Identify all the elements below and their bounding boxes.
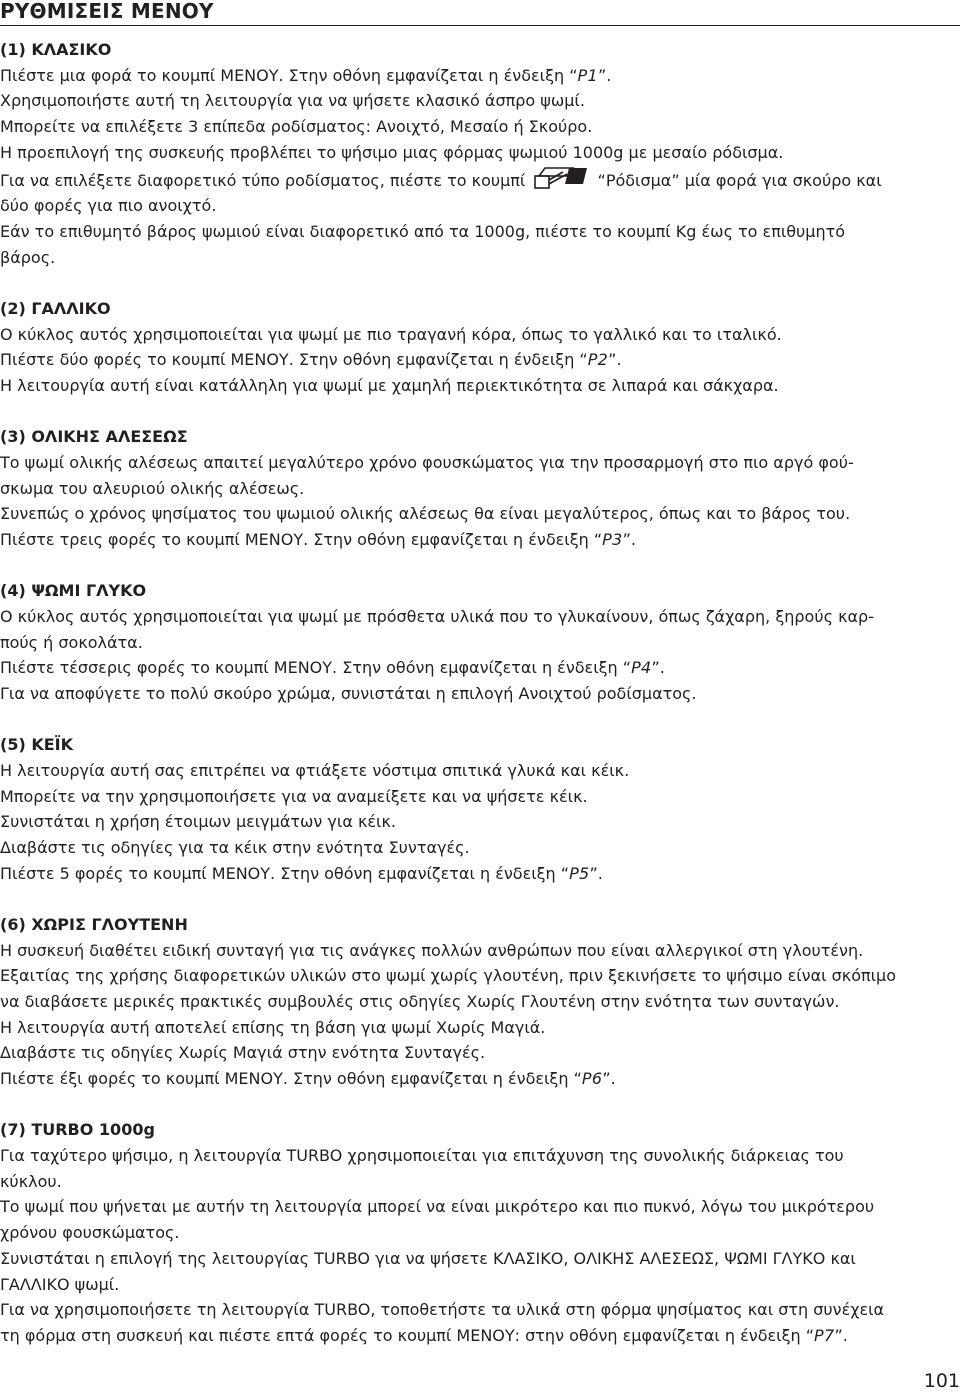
text: Για να επιλέξετε διαφορετικό τύπο ροδίσματος, πιέστε το κουμπί xyxy=(0,170,526,190)
paragraph-line: Διαβάστε τις οδηγίες Χωρίς Μαγιά στην ενότητα Συνταγές. xyxy=(0,1043,486,1063)
text: Πιέστε τρεις φορές το κουμπί ΜΕΝΟΥ. Στην οθόνη εμφανίζεται η ένδειξη “ xyxy=(0,529,603,549)
text: ”. xyxy=(589,863,603,883)
paragraph-line xyxy=(0,63,958,89)
paragraph-line: Η συσκευή διαθέτει ειδική συνταγή για τις ανάγκες πολλών ανθρώπων που είναι αλλεργικοί στη γλουτένη. xyxy=(0,940,864,960)
section-gluten-free xyxy=(0,912,958,1092)
paragraph-line: Για ταχύτερο ψήσιμο, η λειτουργία TURBO χρησιμοποιείται για επιτάχυνση της συνολικής διάρκειας του xyxy=(0,1146,844,1166)
paragraph-line: Ο κύκλος αυτός χρησιμοποιείται για ψωμί με πιο τραγανή κόρα, όπως το γαλλικό και το ιταλικό. xyxy=(0,324,782,344)
paragraph-line: Το ψωμί που ψήνεται με αυτήν τη λειτουργία μπορεί να είναι μικρότερο και πιο πυκνό, λόγω του μικρότερου xyxy=(0,1197,875,1217)
page-content xyxy=(0,37,958,1349)
paragraph-line: Ο κύκλος αυτός χρησιμοποιείται για ψωμί με πρόσθετα υλικά που το γλυκαίνουν, όπως ζάχαρη, ξηρούς καρ- xyxy=(0,606,874,626)
paragraph-line: δύο φορές για πιο ανοιχτό. xyxy=(0,196,217,216)
paragraph-line: Για να αποφύγετε το πολύ σκούρο χρώμα, συνιστάται η επιλογή Ανοιχτού ροδίσματος. xyxy=(0,683,697,703)
paragraph-line: Η προεπιλογή της συσκευής προβλέπει το ψήσιμο μιας φόρμας ψωμιού 1000g με μεσαίο ρόδισμα. xyxy=(0,142,784,162)
page-title: ΡΥΘΜΙΣΕΙΣ ΜΕΝΟΥ xyxy=(0,0,214,23)
section-turbo xyxy=(0,1117,958,1348)
title-divider xyxy=(0,25,960,26)
paragraph-line: Διαβάστε τις οδηγίες για τα κέικ στην ενότητα Συνταγές. xyxy=(0,837,470,857)
paragraph-line: Η λειτουργία αυτή σας επιτρέπει να φτιάξετε νόστιμα σπιτικά γλυκά και κέικ. xyxy=(0,760,630,780)
paragraph-line: να διαβάσετε μερικές πρακτικές συμβουλές στις οδηγίες Χωρίς Γλουτένη στην ενότητα των συνταγών. xyxy=(0,992,840,1011)
paragraph-line xyxy=(0,527,958,553)
text: Πιέστε έξι φορές το κουμπί ΜΕΝΟΥ. Στην οθόνη εμφανίζεται η ένδειξη “ xyxy=(0,1069,582,1089)
paragraph-line: βάρος. xyxy=(0,247,56,267)
text: ”. xyxy=(622,529,636,549)
display-code: P5 xyxy=(569,863,590,883)
paragraph-line xyxy=(0,347,958,373)
paragraph-line: σκωμα του αλευριού ολικής αλέσεως. xyxy=(0,478,305,498)
section-heading: (7) TURBO 1000g xyxy=(0,1120,155,1140)
paragraph-line: Για να χρησιμοποιήσετε τη λειτουργία TURBO, τοποθετήστε τα υλικά στη φόρμα ψησίματος και στη συνέχεια xyxy=(0,1300,885,1320)
text: ”. xyxy=(608,350,622,370)
paragraph-line: Εξαιτίας της χρήσης διαφορετικών υλικών στο ψωμί χωρίς γλουτένη, πριν ξεκινήσετε το ψήσιμο είναι σκόπιμο xyxy=(0,966,896,986)
section-heading: (2) ΓΑΛΛΙΚΟ xyxy=(0,298,111,318)
section-classic xyxy=(0,37,958,270)
section-heading: (6) ΧΩΡΙΣ ΓΛΟΥΤΕΝΗ xyxy=(0,914,188,934)
paragraph-line xyxy=(0,861,958,887)
section-heading: (5) ΚΕΪΚ xyxy=(0,735,74,755)
text: ”. xyxy=(602,1069,616,1089)
paragraph-line: Συνεπώς ο χρόνος ψησίματος του ψωμιού ολικής αλέσεως θα είναι μεγαλύτερος, όπως και το βάρος του. xyxy=(0,504,851,524)
text: ”. xyxy=(834,1325,848,1345)
paragraph-line xyxy=(0,166,958,194)
display-code: P1 xyxy=(577,65,598,85)
text: Πιέστε μια φορά το κουμπί ΜΕΝΟΥ. Στην οθόνη εμφανίζεται η ένδειξη “ xyxy=(0,65,578,85)
text: ”. xyxy=(651,658,665,678)
paragraph-line xyxy=(0,1323,958,1349)
section-sweet-bread xyxy=(0,578,958,707)
section-heading: (1) ΚΛΑΣΙΚΟ xyxy=(0,40,112,59)
text: ”. xyxy=(597,65,612,85)
section-cake xyxy=(0,732,958,886)
display-code: P4 xyxy=(631,658,652,678)
text: τη φόρμα στη συσκευή και πιέστε επτά φορές το κουμπί ΜΕΝΟΥ: στην οθόνη εμφανίζεται η ένδειξη “ xyxy=(0,1325,815,1345)
paragraph-line: Μπορείτε να επιλέξετε 3 επίπεδα ροδίσματος: Ανοιχτό, Μεσαίο ή Σκούρο. xyxy=(0,117,593,137)
browning-button-icon xyxy=(533,166,589,192)
display-code: P6 xyxy=(581,1069,603,1089)
paragraph-line: Χρησιμοποιήστε αυτή τη λειτουργία για να ψήσετε κλασικό άσπρο ψωμί. xyxy=(0,91,585,111)
text: Πιέστε δύο φορές το κουμπί ΜΕΝΟΥ. Στην οθόνη εμφανίζεται η ένδειξη “ xyxy=(0,350,588,370)
paragraph-line: πούς ή σοκολάτα. xyxy=(0,632,143,652)
paragraph-line: Η λειτουργία αυτή είναι κατάλληλη για ψωμί με χαμηλή περιεκτικότητα σε λιπαρά και σάκχαρα. xyxy=(0,375,779,395)
page-number: 101 xyxy=(923,1370,960,1392)
display-code: P7 xyxy=(814,1325,835,1345)
paragraph-line: Συνιστάται η χρήση έτοιμων μειγμάτων για κέικ. xyxy=(0,812,396,832)
paragraph-line: Η λειτουργία αυτή αποτελεί επίσης τη βάση για ψωμί Χωρίς Μαγιά. xyxy=(0,1017,546,1037)
section-wholemeal xyxy=(0,424,958,553)
text: Πιέστε τέσσερις φορές το κουμπί ΜΕΝΟΥ. Στην οθόνη εμφανίζεται η ένδειξη “ xyxy=(0,658,632,678)
paragraph-line: Το ψωμί ολικής αλέσεως απαιτεί μεγαλύτερο χρόνο φουσκώματος για την προσαρμογή στο πιο αργό φού- xyxy=(0,452,854,472)
paragraph-line: κύκλου. xyxy=(0,1171,62,1191)
text: “Ρόδισμα” μία φορά για σκούρο και xyxy=(597,170,882,190)
display-code: P2 xyxy=(587,350,609,370)
section-french xyxy=(0,296,958,399)
paragraph-line: χρόνου φουσκώματος. xyxy=(0,1223,180,1243)
section-heading: (4) ΨΩΜΙ ΓΛΥΚΟ xyxy=(0,581,147,601)
paragraph-line: Μπορείτε να την χρησιμοποιήσετε για να αναμείξετε και να ψήσετε κέικ. xyxy=(0,786,588,806)
display-code: P3 xyxy=(602,529,623,549)
section-heading: (3) ΟΛΙΚΗΣ ΑΛΕΣΕΩΣ xyxy=(0,427,188,447)
text: Πιέστε 5 φορές το κουμπί ΜΕΝΟΥ. Στην οθόνη εμφανίζεται η ένδειξη “ xyxy=(0,863,570,883)
paragraph-line xyxy=(0,655,958,681)
paragraph-line: Εάν το επιθυμητό βάρος ψωμιού είναι διαφορετικό από τα 1000g, πιέστε το κουμπί Kg έως το επιθυμητό xyxy=(0,221,846,241)
paragraph-line: ΓΑΛΛΙΚΟ ψωμί. xyxy=(0,1274,120,1294)
paragraph-line: Συνιστάται η επιλογή της λειτουργίας TURBO για να ψήσετε ΚΛΑΣΙΚΟ, ΟΛΙΚΗΣ ΑΛΕΣΕΩΣ, ΨΩΜΙ ΓΛΥΚΟ και xyxy=(0,1248,856,1268)
paragraph-line xyxy=(0,1066,958,1092)
